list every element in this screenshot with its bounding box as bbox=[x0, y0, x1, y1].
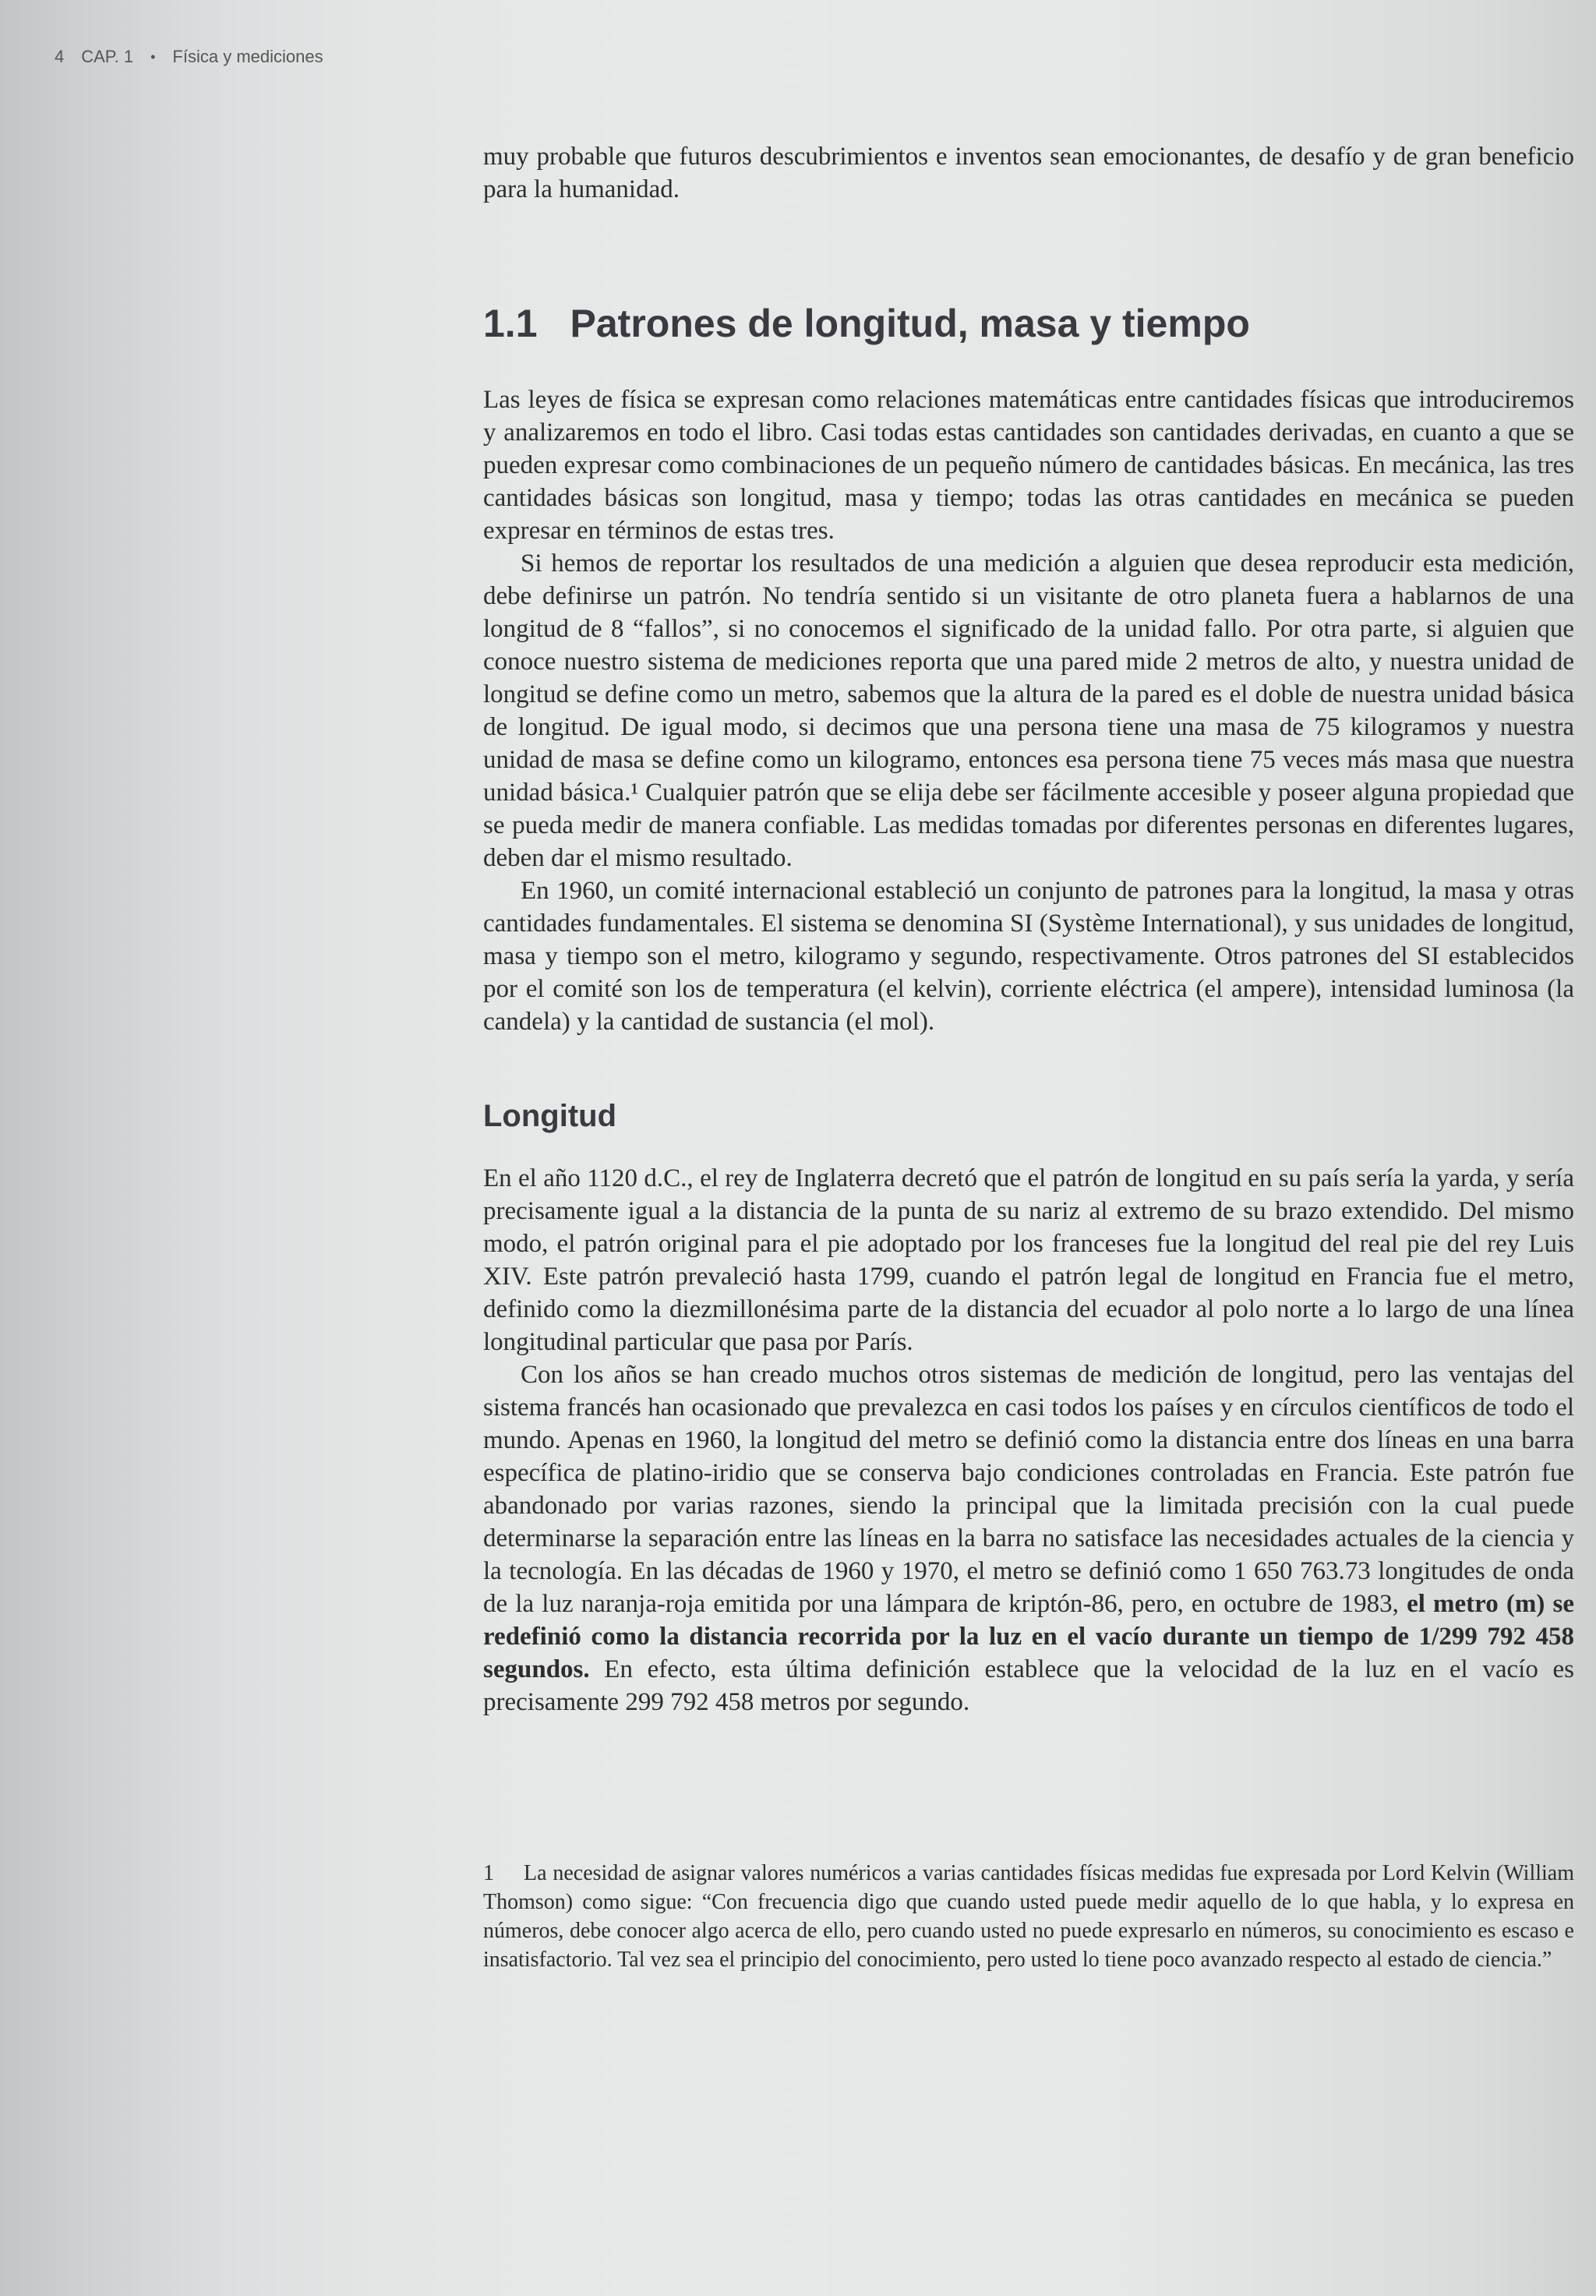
section-heading bbox=[483, 301, 1574, 346]
section-number: 1.1 bbox=[483, 302, 538, 345]
metre-definition: el metro (m) se redefinió como la distancia recorrida por la luz en el vacío durante un tiempo de 1/299 792 458 segundos. bbox=[483, 1590, 1574, 1683]
chapter-title: Física y mediciones bbox=[172, 47, 323, 66]
paragraph-text: En efecto, esta última definición establece que la velocidad de la luz en el vacío es precisamente 299 792 458 metros por segundo. bbox=[483, 1655, 1574, 1716]
section-title: Patrones de longitud, masa y tiempo bbox=[570, 302, 1250, 345]
body-paragraph: Si hemos de reportar los resultados de una medición a alguien que desea reproducir esta medición, debe definirse un patrón. No tendría sentido si un visitante de otro planeta fuera a hablarnos de una longitud de 8 “fallos”, si no conocemos el significado de la unidad fallo. Por otra parte, si alguien que conoce nuestro sistema de mediciones reporta que una pared mide 2 metros de alto, y nuestra unidad de longitud se define como un metro, sabemos que la altura de la pared es el doble de nuestra unidad básica de longitud. De igual modo, si decimos que una persona tiene una masa de 75 kilogramos y nuestra unidad de masa se define como un kilogramo, entonces esa persona tiene 75 veces más masa que nuestra unidad básica.¹ Cualquier patrón que se elija debe ser fácilmente accesible y poseer alguna propiedad que se pueda medir de manera confiable. Las medidas tomadas por diferentes personas en diferentes lugares, deben dar el mismo resultado. bbox=[483, 549, 1574, 872]
body-paragraph: Las leyes de física se expresan como relaciones matemáticas entre cantidades físicas que introduciremos y analizaremos en todo el libro. Casi todas estas cantidades son cantidades derivadas, en cuanto a que se pueden expresar como combinaciones de un pequeño número de cantidades básicas. En mecánica, las tres cantidades básicas son longitud, masa y tiempo; todas las otras cantidades en mecánica se pueden expresar en términos de estas tres. bbox=[483, 386, 1574, 545]
subsection-heading: Longitud bbox=[483, 1099, 617, 1133]
running-head bbox=[55, 47, 323, 67]
footnote-marker: 1 bbox=[483, 1861, 494, 1885]
body-paragraph: En el año 1120 d.C., el rey de Inglaterra decretó que el patrón de longitud en su país sería la yarda, y sería precisamente igual a la distancia de la punta de su nariz al extremo de su brazo extendido. Del mismo modo, el patrón original para el pie adoptado por los franceses fue la longitud del real pie del rey Luis XIV. Este patrón prevaleció hasta 1799, cuando el patrón legal de longitud en Francia fue el metro, definido como la diezmillonésima parte de la distancia del ecuador al polo norte a lo largo de una línea longitudinal particular que pasa por París. bbox=[483, 1164, 1574, 1356]
chapter-label: CAP. 1 bbox=[81, 47, 134, 66]
footnote bbox=[483, 1859, 1574, 1974]
page-body bbox=[483, 140, 1574, 1974]
running-head-separator: • bbox=[150, 48, 156, 65]
page-number: 4 bbox=[55, 47, 65, 66]
body-paragraph bbox=[483, 1358, 1574, 1718]
intro-paragraph: muy probable que futuros descubrimientos e inventos sean emocionantes, de desafío y de gran beneficio para la humanidad. bbox=[483, 143, 1574, 203]
footnote-text: La necesidad de asignar valores numéricos a varias cantidades físicas medidas fue expresada por Lord Kelvin (William Thomson) como sigue: “Con frecuencia digo que cuando usted puede medir aquello de lo que habla, y lo expresa en números, debe conocer algo acerca de ello, pero cuando usted no puede expresarlo en números, su conocimiento es escaso e insatisfactorio. Tal vez sea el principio del conocimiento, pero usted lo tiene poco avanzado respecto al estado de ciencia.” bbox=[483, 1861, 1574, 1972]
paragraph-text: Con los años se han creado muchos otros sistemas de medición de longitud, pero las ventajas del sistema francés han ocasionado que prevalezca en casi todos los países y en círculos científicos de todo el mundo. Apenas en 1960, la longitud del metro se definió como la distancia entre dos líneas en una barra específica de platino-iridio que se conserva bajo condiciones controladas en Francia. Este patrón fue abandonado por varias razones, siendo la principal que la limitada precisión con la cual puede determinarse la separación entre las líneas en la barra no satisface las necesidades actuales de la ciencia y la tecnología. En las décadas de 1960 y 1970, el metro se definió como 1 650 763.73 longitudes de onda de la luz naranja-roja emitida por una lámpara de kriptón-86, pero, en octubre de 1983, bbox=[483, 1361, 1574, 1618]
body-paragraph: En 1960, un comité internacional estableció un conjunto de patrones para la longitud, la masa y otras cantidades fundamentales. El sistema se denomina SI (Système International), y sus unidades de longitud, masa y tiempo son el metro, kilogramo y segundo, respectivamente. Otros patrones del SI establecidos por el comité son los de temperatura (el kelvin), corriente eléctrica (el ampere), intensidad luminosa (la candela) y la cantidad de sustancia (el mol). bbox=[483, 877, 1574, 1036]
